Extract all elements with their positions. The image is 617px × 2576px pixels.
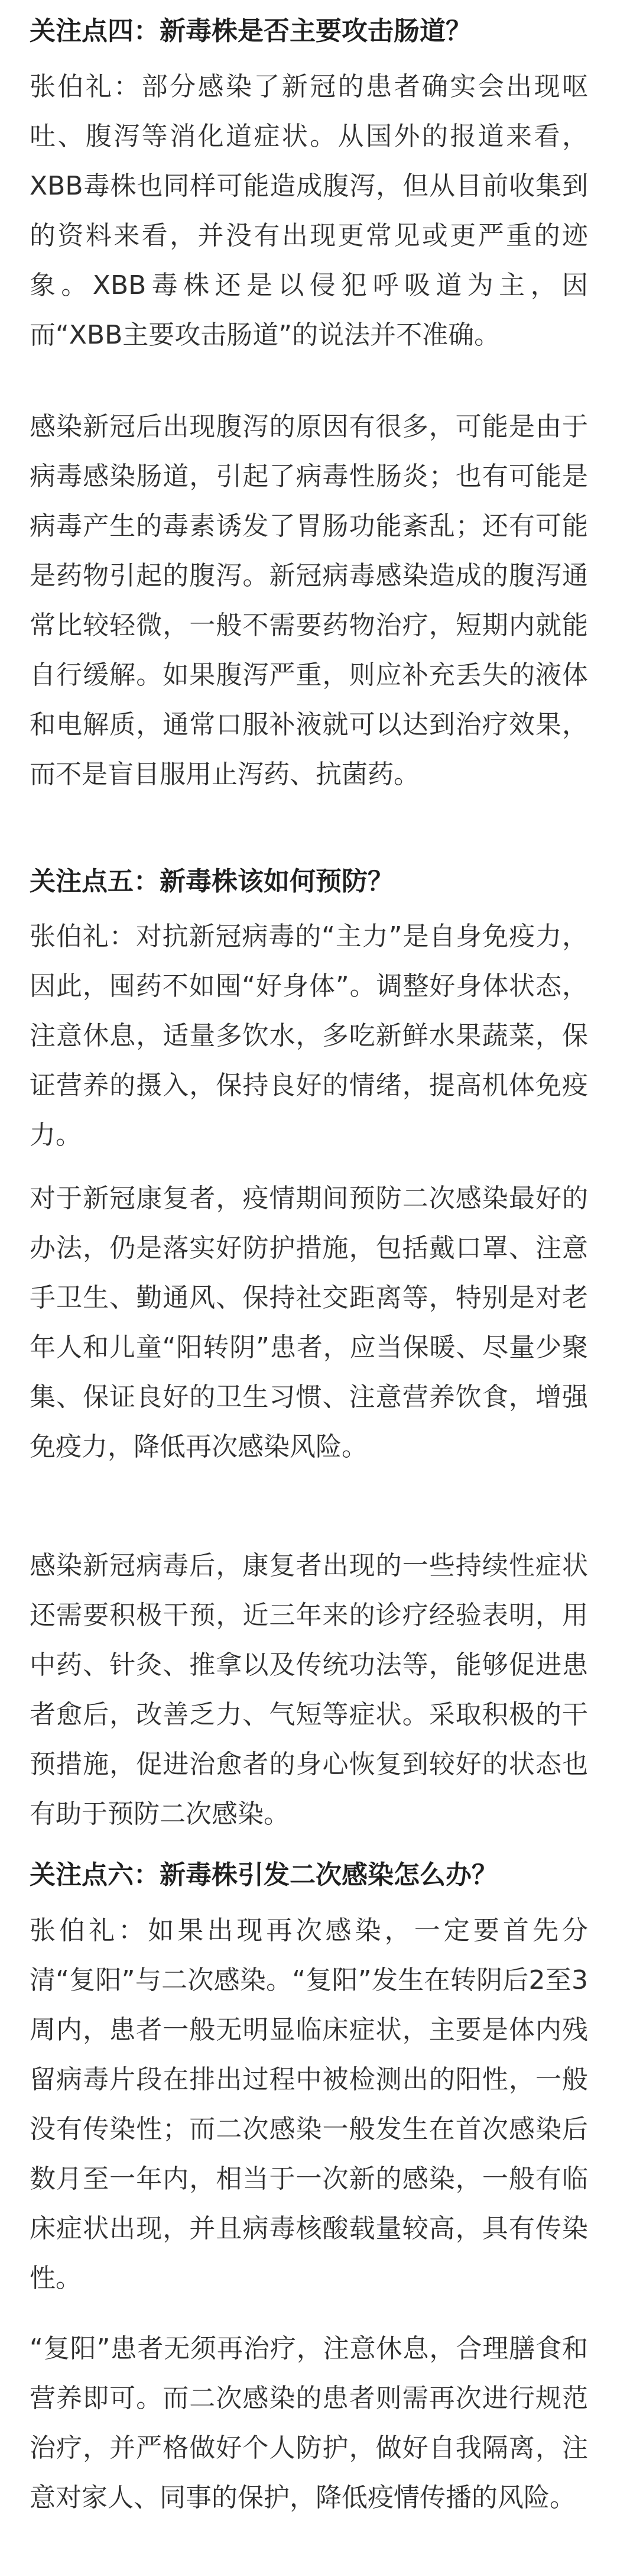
paragraph: 张伯礼：对抗新冠病毒的“主力”是自身免疫力，因此，囤药不如囤“好身体”。调整好身体状态，注意休息，适量多饮水，多吃新鲜水果蔬菜，保证营养的摄入，保持良好的情绪，提高机体免疫力。	[30, 921, 588, 1150]
section-heading-6: 关注点六：新毒株引发二次感染怎么办？	[30, 1860, 498, 1890]
section-heading-4: 关注点四：新毒株是否主要攻击肠道？	[30, 16, 472, 46]
paragraph: 张伯礼：部分感染了新冠的患者确实会出现呕吐、腹泻等消化道症状。从国外的报道来看，XBB毒株也同样可能造成腹泻，但从目前收集到的资料来看，并没有出现更常见或更严重的迹象。XBB毒株还是以侵犯呼吸道为主，因而“XBB主要攻击肠道”的说法并不准确。	[30, 72, 588, 350]
paragraph: “复阳”患者无须再治疗，注意休息，合理膳食和营养即可。而二次感染的患者则需再次进行规范治疗，并严格做好个人防护，做好自我隔离，注意对家人、同事的保护，降低疫情传播的风险。	[30, 2334, 588, 2513]
paragraph: 张伯礼：如果出现再次感染，一定要首先分清“复阳”与二次感染。“复阳”发生在转阴后2至3周内，患者一般无明显临床症状，主要是体内残留病毒片段在排出过程中被检测出的阳性，一般没有传染性；而二次感染一般发生在首次感染后数月至一年内，相当于一次新的感染，一般有临床症状出现，并且病毒核酸载量较高，具有传染性。	[30, 1915, 588, 2293]
paragraph: 对于新冠康复者，疫情期间预防二次感染最好的办法，仍是落实好防护措施，包括戴口罩、注意手卫生、勤通风、保持社交距离等，特别是对老年人和儿童“阳转阴”患者，应当保暖、尽量少聚集、保证良好的卫生习惯、注意营养饮食，增强免疫力，降低再次感染风险。	[30, 1183, 588, 1462]
section-heading-5: 关注点五：新毒株该如何预防？	[30, 866, 394, 897]
paragraph: 感染新冠病毒后，康复者出现的一些持续性症状还需要积极干预，近三年来的诊疗经验表明，用中药、针灸、推拿以及传统功法等，能够促进患者愈后，改善乏力、气短等症状。采取积极的干预措施，促进治愈者的身心恢复到较好的状态也有助于预防二次感染。	[30, 1551, 588, 1829]
paragraph: 感染新冠后出现腹泻的原因有很多，可能是由于病毒感染肠道，引起了病毒性肠炎；也有可能是病毒产生的毒素诱发了胃肠功能紊乱；还有可能是药物引起的腹泻。新冠病毒感染造成的腹泻通常比较轻微，一般不需要药物治疗，短期内就能自行缓解。如果腹泻严重，则应补充丢失的液体和电解质，通常口服补液就可以达到治疗效果，而不是盲目服用止泻药、抗菌药。	[30, 412, 588, 789]
